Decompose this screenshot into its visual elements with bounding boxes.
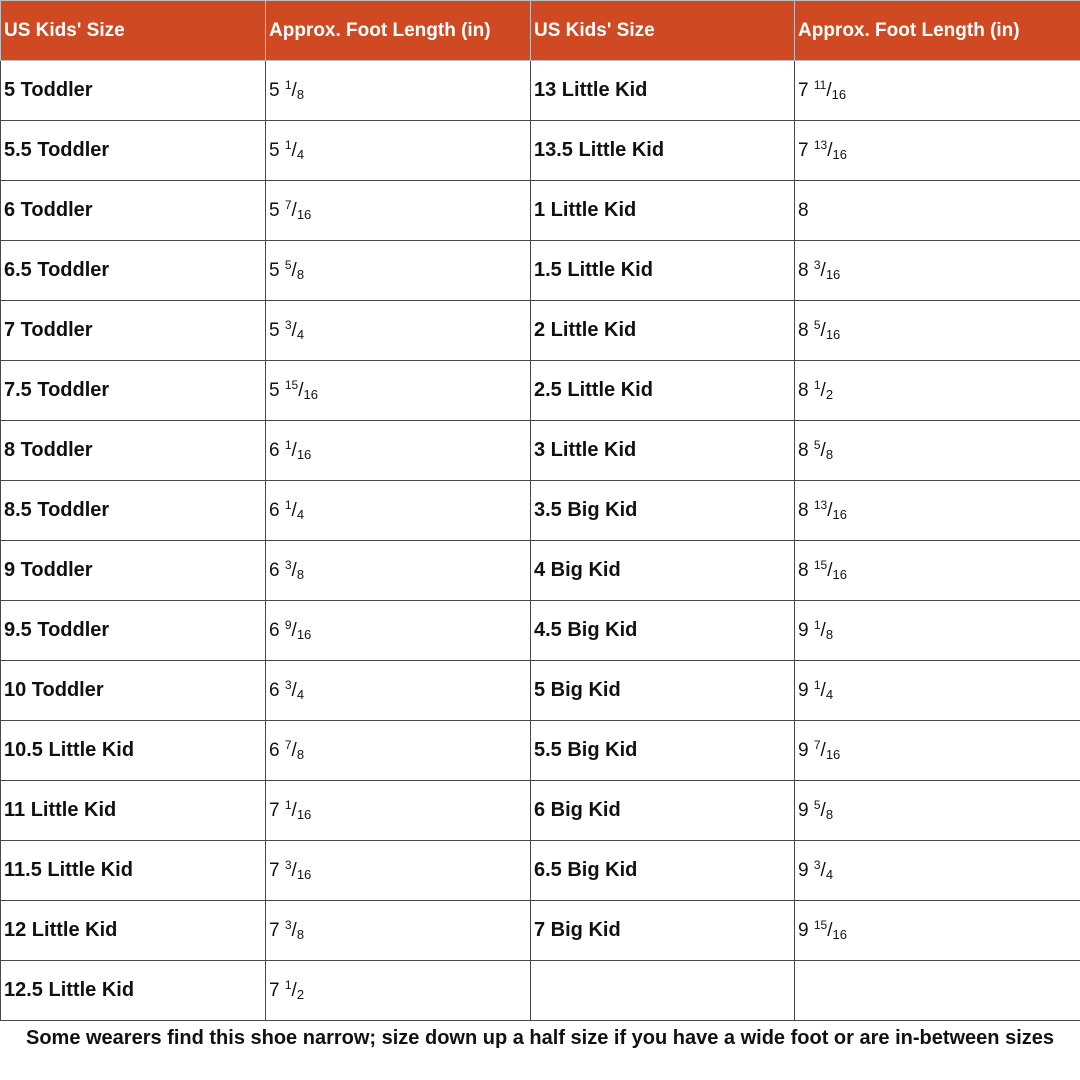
header-foot-length: Approx. Foot Length (in)	[795, 1, 1080, 61]
size-cell: 5.5 Big Kid	[531, 721, 795, 781]
fit-note: Some wearers find this shoe narrow; size down up a half size if you have a wide foot or are in-between sizes	[25, 1027, 1055, 1049]
table-row	[1, 601, 1080, 661]
size-cell: 11 Little Kid	[1, 781, 266, 841]
size-cell: 9.5 Toddler	[1, 601, 266, 661]
size-cell: 10 Toddler	[1, 661, 266, 721]
header-us-kids-size: US Kids' Size	[531, 1, 795, 61]
table-row	[1, 61, 1080, 121]
foot-length-cell: 7 $^{11}/_{16}$	[795, 61, 1080, 121]
size-cell: 10.5 Little Kid	[1, 721, 266, 781]
size-cell: 5 Big Kid	[531, 661, 795, 721]
table-row	[1, 481, 1080, 541]
size-cell: 2 Little Kid	[531, 301, 795, 361]
size-cell: 13.5 Little Kid	[531, 121, 795, 181]
foot-length-cell: 6 $^1/_{16}$	[266, 421, 531, 481]
table-row	[1, 661, 1080, 721]
foot-length-cell: 8	[795, 181, 1080, 241]
foot-length-cell: 9 $^1/_4$	[795, 661, 1080, 721]
foot-length-cell: 8 $^3/_{16}$	[795, 241, 1080, 301]
size-cell: 1.5 Little Kid	[531, 241, 795, 301]
size-cell: 12 Little Kid	[1, 901, 266, 961]
size-cell: 11.5 Little Kid	[1, 841, 266, 901]
foot-length-cell: 8 $^{15}/_{16}$	[795, 541, 1080, 601]
foot-length-cell: 7 $^{13}/_{16}$	[795, 121, 1080, 181]
size-cell: 4.5 Big Kid	[531, 601, 795, 661]
foot-length-cell: 6 $^1/_4$	[266, 481, 531, 541]
table-row	[1, 541, 1080, 601]
size-cell: 13 Little Kid	[531, 61, 795, 121]
size-cell: 1 Little Kid	[531, 181, 795, 241]
foot-length-cell: 7 $^3/_{16}$	[266, 841, 531, 901]
size-cell: 4 Big Kid	[531, 541, 795, 601]
table-row	[1, 841, 1080, 901]
foot-length-cell: 5 $^3/_4$	[266, 301, 531, 361]
foot-length-cell	[795, 961, 1080, 1021]
table-row	[1, 121, 1080, 181]
foot-length-cell: 8 $^5/_8$	[795, 421, 1080, 481]
foot-length-cell: 5 $^5/_8$	[266, 241, 531, 301]
table-row	[1, 961, 1080, 1021]
size-cell: 5 Toddler	[1, 61, 266, 121]
size-cell: 7.5 Toddler	[1, 361, 266, 421]
size-cell: 6.5 Big Kid	[531, 841, 795, 901]
table-row	[1, 301, 1080, 361]
size-cell: 9 Toddler	[1, 541, 266, 601]
header-row	[1, 1, 1080, 61]
foot-length-cell: 8 $^1/_2$	[795, 361, 1080, 421]
foot-length-cell: 6 $^7/_8$	[266, 721, 531, 781]
size-cell: 5.5 Toddler	[1, 121, 266, 181]
size-cell: 3 Little Kid	[531, 421, 795, 481]
size-cell: 2.5 Little Kid	[531, 361, 795, 421]
size-cell: 12.5 Little Kid	[1, 961, 266, 1021]
foot-length-cell: 9 $^7/_{16}$	[795, 721, 1080, 781]
foot-length-cell: 6 $^9/_{16}$	[266, 601, 531, 661]
table-row	[1, 241, 1080, 301]
table-body	[1, 61, 1080, 1021]
header-us-kids-size: US Kids' Size	[1, 1, 266, 61]
table-row	[1, 361, 1080, 421]
size-cell: 7 Big Kid	[531, 901, 795, 961]
size-cell: 8 Toddler	[1, 421, 266, 481]
size-cell: 6 Big Kid	[531, 781, 795, 841]
foot-length-cell: 7 $^1/_2$	[266, 961, 531, 1021]
size-cell	[531, 961, 795, 1021]
table-row	[1, 181, 1080, 241]
foot-length-cell: 8 $^{13}/_{16}$	[795, 481, 1080, 541]
foot-length-cell: 5 $^{15}/_{16}$	[266, 361, 531, 421]
foot-length-cell: 9 $^3/_4$	[795, 841, 1080, 901]
foot-length-cell: 7 $^1/_{16}$	[266, 781, 531, 841]
foot-length-cell: 6 $^3/_4$	[266, 661, 531, 721]
foot-length-cell: 7 $^3/_8$	[266, 901, 531, 961]
size-cell: 6.5 Toddler	[1, 241, 266, 301]
foot-length-cell: 8 $^5/_{16}$	[795, 301, 1080, 361]
table-row	[1, 901, 1080, 961]
foot-length-cell: 9 $^1/_8$	[795, 601, 1080, 661]
foot-length-cell: 9 $^5/_8$	[795, 781, 1080, 841]
foot-length-cell: 5 $^1/_8$	[266, 61, 531, 121]
header-foot-length: Approx. Foot Length (in)	[266, 1, 531, 61]
foot-length-cell: 5 $^7/_{16}$	[266, 181, 531, 241]
size-cell: 3.5 Big Kid	[531, 481, 795, 541]
size-cell: 7 Toddler	[1, 301, 266, 361]
table-row	[1, 781, 1080, 841]
size-cell: 8.5 Toddler	[1, 481, 266, 541]
foot-length-cell: 9 $^{15}/_{16}$	[795, 901, 1080, 961]
foot-length-cell: 6 $^3/_8$	[266, 541, 531, 601]
table-row	[1, 421, 1080, 481]
size-cell: 6 Toddler	[1, 181, 266, 241]
foot-length-cell: 5 $^1/_4$	[266, 121, 531, 181]
table-row	[1, 721, 1080, 781]
